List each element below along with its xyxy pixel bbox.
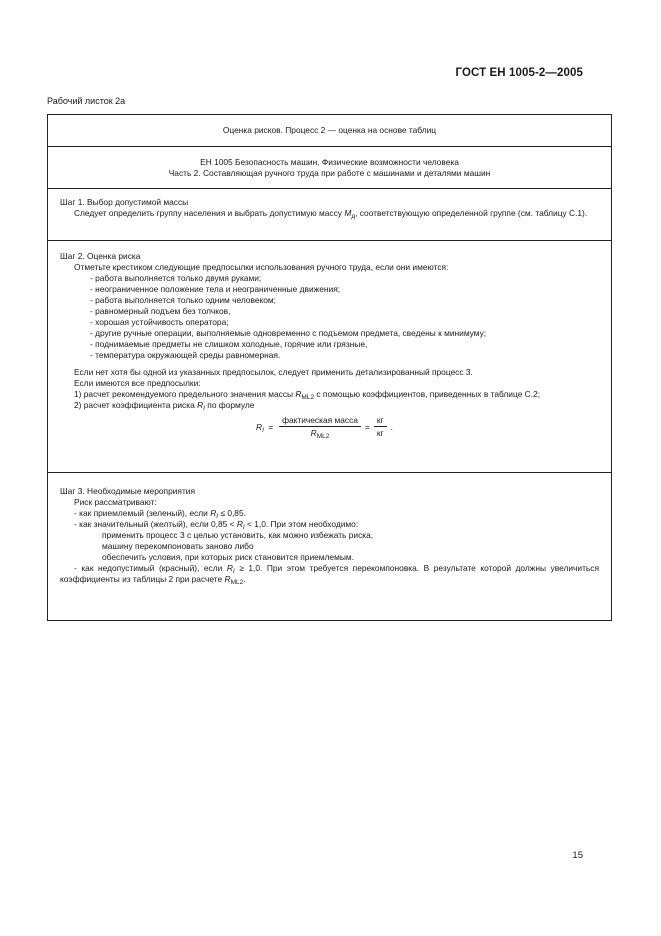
risk-coefficient-formula: $R_I$ = $\frac{\text{фактическая масса}}{R_{ML2}}$ = $\frac{кг}{кг}$ . (256, 415, 393, 440)
condition-item: - неограниченное положение тела и неограниченные движения; (90, 284, 341, 294)
condition-item: - поднимаемые предметы не слишком холодные, горячие или грязные, (90, 339, 368, 349)
step1-heading: Шаг 1. Выбор допустимой массы (60, 197, 189, 207)
formula-unit-numerator: кг (374, 415, 387, 427)
formula-unit-denominator: кг (376, 428, 384, 438)
worksheet-label: Рабочий листок 2а (47, 96, 126, 106)
worksheet-table (47, 114, 612, 621)
standard-reference-cell (48, 147, 611, 189)
risk-acceptable: - как приемлемый (зеленый), если $R_I \le 0,85$. (74, 508, 246, 520)
page-number: 15 (572, 850, 583, 861)
worksheet-title: Оценка рисков. Процесс 2 — оценка на основе таблиц (222, 125, 437, 135)
step2-heading: Шаг 2. Оценка риска (60, 251, 141, 261)
step2-item-1: 1) расчет рекомендуемого предельного значения массы $R_{ML2}$ с помощью коэффициентов, приведенных в таблице С.2; (74, 389, 541, 401)
formula-numerator: фактическая масса (279, 415, 361, 427)
measure-item: обеспечить условия, при которых риск становится приемлемым. (102, 552, 354, 562)
measure-item: применить процесс 3 с целью установить, как можно избежать риска, (102, 530, 374, 540)
standard-reference-line-2: Часть 2. Составляющая ручного труда при работе с машинами и деталями машин (168, 167, 491, 178)
formula-lhs: $R_I$ (256, 421, 264, 434)
condition-list (60, 273, 599, 361)
standard-reference-line-1: ЕН 1005 Безопасность машин. Физические возможности человека (200, 156, 459, 167)
risk-significant: - как значительный (желтый), если $0,85 < R_I < 1,0$. При этом необходимо: (74, 519, 359, 531)
step3-risk-intro: Риск рассматривают: (74, 497, 157, 507)
document-code: ГОСТ ЕН 1005-2—2005 (455, 67, 583, 79)
formula-fraction (279, 415, 361, 439)
condition-item: - равномерный подъем без толчков, (90, 306, 231, 316)
risk-unacceptable: - как недопустимый (красный), если $R_I \ge 1,0$. При этом требуется перекомпоновка. В результате которой должны увеличиться коэффициенты из таблицы 2 при расчете $R_{ML2}$. (60, 563, 599, 586)
measure-item: машину перекомпоновать заново либо (102, 541, 254, 551)
condition-item: - работа выполняется только одним человеком; (90, 295, 276, 305)
step2-item-2: 2) расчет коэффициента риска $R_I$ по формуле (74, 400, 255, 412)
step2-if-not: Если нет хотя бы одной из указанных предпосылок, следует применить детализированный процесс 3. (74, 367, 473, 377)
step1-cell (48, 189, 611, 241)
step2-intro: Отметьте крестиком следующие предпосылки использования ручного труда, если они имеются: (74, 262, 449, 272)
condition-item: - хорошая устойчивость оператора; (90, 317, 229, 327)
step2-if-all: Если имеются все предпосылки: (74, 378, 201, 388)
condition-item: - температура окружающей среды равномерная. (90, 350, 281, 360)
condition-item: - другие ручные операции, выполняемые одновременно с подъемом предмета, сведены к минимуму; (90, 328, 487, 338)
formula-units (374, 415, 387, 439)
step1-text: Следует определить группу населения и выбрать допустимую массу $М_д$, соответствующую определенной группе (см. таблицу С.1). (74, 208, 588, 220)
step3-cell (48, 473, 611, 620)
condition-item: - работа выполняется только двумя руками; (90, 273, 262, 283)
step2-cell (48, 241, 611, 473)
worksheet-title-cell (48, 115, 611, 147)
step3-heading: Шаг 3. Необходимые мероприятия (60, 486, 195, 496)
formula-denominator: $R_{ML2}$ (310, 428, 330, 440)
